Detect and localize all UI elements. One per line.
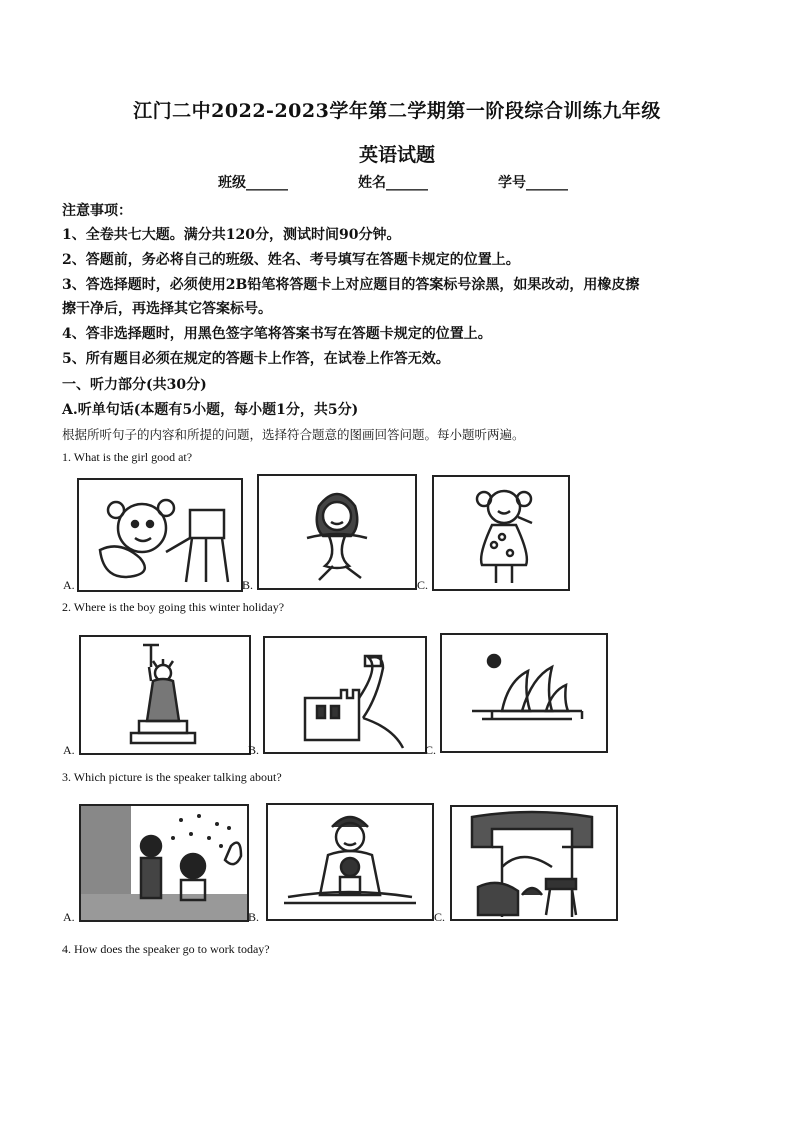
note-item: 3、答选择题时，必须使用2B铅笔将答题卡上对应题目的答案标号涂黑，如果改动，用橡皮擦 <box>62 277 640 293</box>
great-wall-icon[interactable] <box>263 636 427 754</box>
class-field[interactable]: 班级______ <box>218 175 288 191</box>
option-label[interactable]: B. <box>242 578 254 592</box>
notes-heading: 注意事项： <box>62 203 132 219</box>
student-id-field[interactable]: 学号______ <box>498 175 568 191</box>
exam-title: 江门二中2022-2023学年第二学期第一阶段综合训练九年级 <box>133 100 661 122</box>
note-item: 5、所有题目必须在规定的答题卡上作答，在试卷上作答无效。 <box>62 351 450 367</box>
option-label[interactable]: A. <box>63 578 75 592</box>
question-4: 4. How does the speaker go to work today? <box>62 942 270 956</box>
option-label[interactable]: C. <box>425 743 437 757</box>
statue-of-liberty-icon[interactable] <box>79 635 251 755</box>
exam-subtitle: 英语试题 <box>358 144 435 166</box>
section-heading: 一、听力部分(共30分) <box>62 377 207 393</box>
fireplace-icon[interactable] <box>450 805 618 921</box>
sydney-opera-house-icon[interactable] <box>440 633 608 753</box>
option-label[interactable]: B. <box>248 910 260 924</box>
option-label[interactable]: A. <box>63 743 75 757</box>
question-1: 1. What is the girl good at? <box>62 450 193 464</box>
name-field[interactable]: 姓名______ <box>358 175 428 191</box>
snow-scene-icon[interactable] <box>79 804 249 922</box>
option-label[interactable]: C. <box>434 910 446 924</box>
painting-girl-icon[interactable] <box>77 478 243 592</box>
singing-girl-icon[interactable] <box>432 475 570 591</box>
section-instruction: 根据所听句子的内容和所提的问题，选择符合题意的图画回答问题。每小题听两遍。 <box>62 427 525 442</box>
note-item: 4、答非选择题时，用黑色签字笔将答案书写在答题卡规定的位置上。 <box>62 326 492 342</box>
question-2: 2. Where is the boy going this winter holiday? <box>62 600 285 614</box>
option-label[interactable]: C. <box>417 578 429 592</box>
dancing-girl-icon[interactable] <box>257 474 417 590</box>
part-a-heading: A.听单句话(本题有5小题，每小题1分，共5分) <box>62 402 359 418</box>
note-item: 擦干净后，再选择其它答案标号。 <box>62 301 272 317</box>
option-label[interactable]: A. <box>63 910 75 924</box>
note-item: 1、全卷共七大题。满分共120分，测试时间90分钟。 <box>62 227 401 243</box>
note-item: 2、答题前，务必将自己的班级、姓名、考号填写在答题卡规定的位置上。 <box>62 252 520 268</box>
option-label[interactable]: B. <box>248 743 260 757</box>
question-3: 3. Which picture is the speaker talking about? <box>62 770 282 784</box>
mother-child-icon[interactable] <box>266 803 434 921</box>
